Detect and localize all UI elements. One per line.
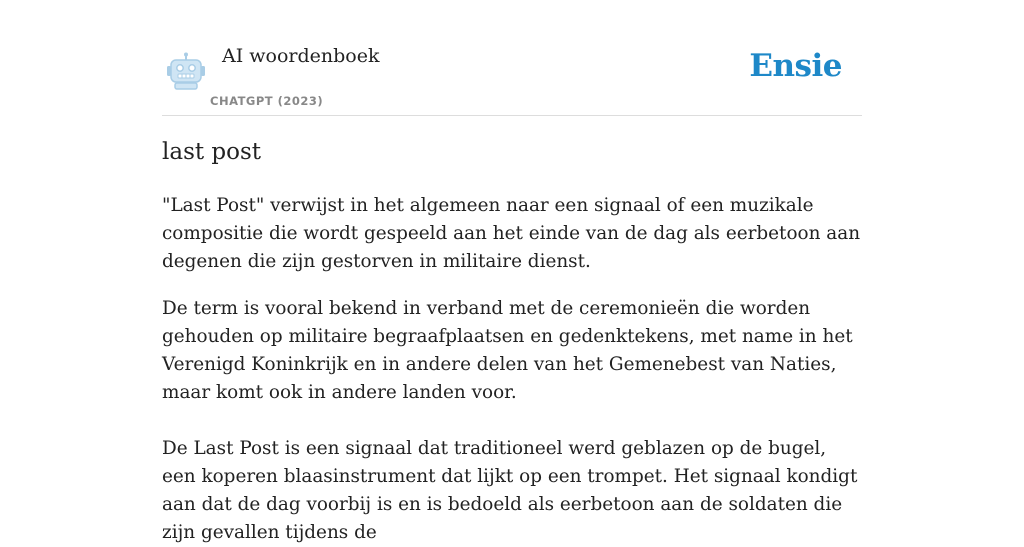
entry-page bbox=[162, 0, 862, 543]
definition-paragraph-1: "Last Post" verwijst in het algemeen naar een signaal of een muzikale compositie die wordt gespeeld aan het einde van de dag als eerbetoon aan degenen die zijn gestorven in militaire dienst. bbox=[162, 195, 861, 272]
ensie-logo[interactable]: Ensie bbox=[749, 48, 842, 84]
source-label: CHATGPT (2023) bbox=[210, 94, 324, 108]
definition-paragraph-3: De Last Post is een signaal dat traditioneel werd geblazen op de bugel, een koperen blaasinstrument dat lijkt op een trompet. Het signaal kondigt aan dat de dag voorbij is en is bedoeld als eerbetoon aan de soldaten die zijn gevallen tijdens de bbox=[162, 438, 858, 543]
definition-paragraph-2: De term is vooral bekend in verband met de ceremonieën die worden gehouden op militaire begraafplaatsen en gedenktekens, met name in het Verenigd Koninkrijk en in andere delen van het Gemenebest van Naties, maar komt ook in andere landen voor. bbox=[162, 298, 853, 403]
robot-icon bbox=[166, 52, 206, 90]
entry-header bbox=[162, 0, 862, 116]
entry-term: last post bbox=[162, 139, 262, 165]
dictionary-title[interactable]: AI woordenboek bbox=[222, 45, 380, 67]
